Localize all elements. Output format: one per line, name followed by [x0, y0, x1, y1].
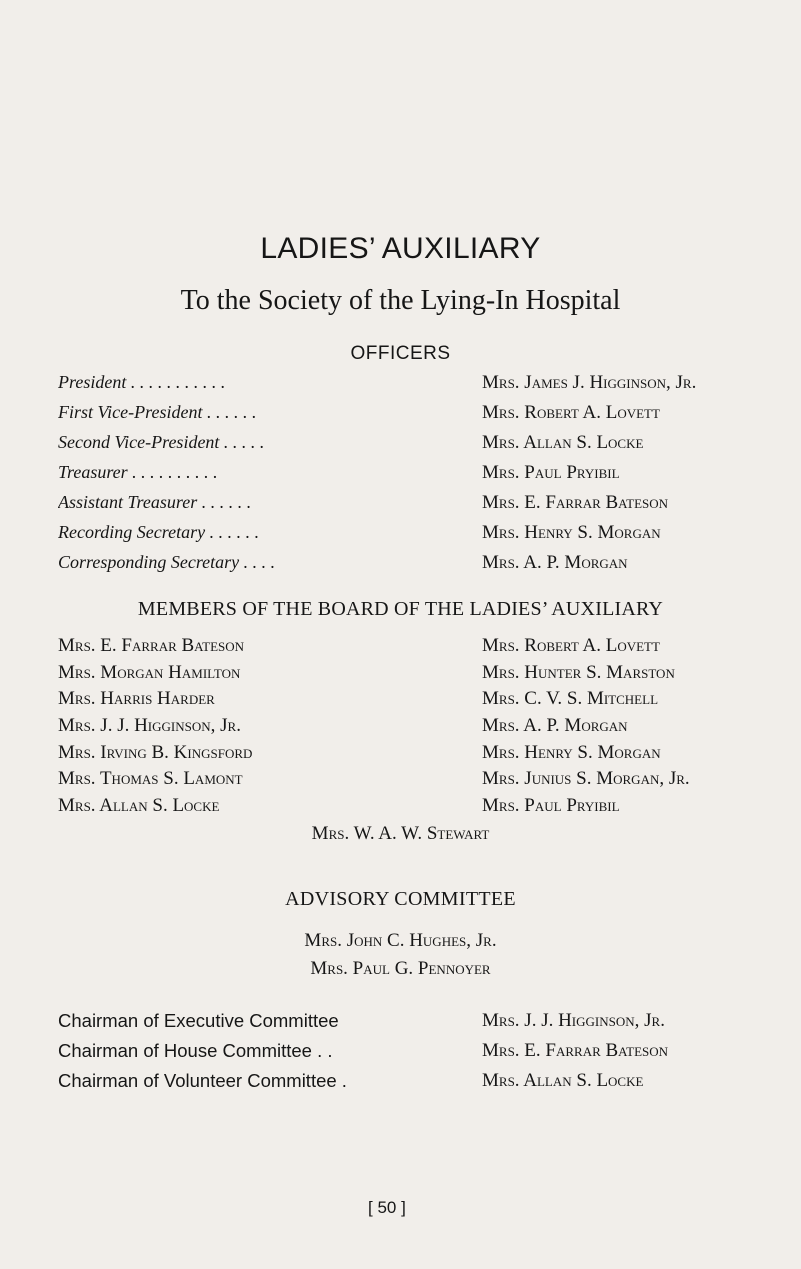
board-member: Mrs. Robert A. Lovett	[482, 635, 660, 656]
page-title: LADIES’ AUXILIARY	[260, 232, 541, 265]
officer-row	[0, 402, 801, 432]
officer-role: President . . . . . . . . . . .	[58, 372, 226, 392]
page-subtitle: To the Society of the Lying-In Hospital	[180, 285, 621, 316]
board-member: Mrs. A. P. Morgan	[482, 715, 628, 737]
chair-role: Chairman of Volunteer Committee .	[58, 1070, 347, 1091]
officer-role: Recording Secretary . . . . . .	[58, 522, 260, 542]
board-member: Mrs. Irving B. Kingsford	[58, 741, 253, 763]
chair-role: Chairman of Executive Committee	[58, 1010, 339, 1031]
officer-name: Mrs. Allan S. Locke	[482, 432, 644, 453]
chair-name: Mrs. E. Farrar Bateson	[482, 1040, 669, 1061]
board-member-last: Mrs. W. A. W. Stewart	[311, 823, 490, 844]
page-number: [ 50 ]	[368, 1198, 406, 1217]
board-member: Mrs. Thomas S. Lamont	[58, 768, 243, 790]
chair-name: Mrs. Allan S. Locke	[482, 1070, 644, 1091]
board-member: Mrs. Allan S. Locke	[58, 795, 220, 817]
officer-row	[0, 462, 801, 492]
board-member: Mrs. E. Farrar Bateson	[58, 635, 245, 656]
officer-role: Second Vice-President . . . . .	[58, 432, 265, 452]
officer-name: Mrs. Robert A. Lovett	[482, 402, 660, 423]
board-members-right	[482, 635, 690, 822]
officer-name: Mrs. E. Farrar Bateson	[482, 492, 669, 513]
board-members-left	[58, 635, 252, 822]
advisory-heading: ADVISORY COMMITTEE	[285, 888, 516, 910]
board-member: Mrs. Harris Harder	[58, 688, 215, 710]
officer-row	[0, 492, 801, 522]
officers-heading: OFFICERS	[350, 343, 451, 364]
officer-row	[0, 552, 801, 582]
officer-role: Treasurer . . . . . . . . . .	[58, 462, 218, 482]
advisory-member: Mrs. John C. Hughes, Jr.	[304, 930, 497, 951]
officer-role: Assistant Treasurer . . . . . .	[58, 492, 252, 512]
advisory-members	[0, 930, 801, 986]
officer-row	[0, 522, 801, 552]
chair-row	[0, 1040, 801, 1070]
board-member: Mrs. J. J. Higginson, Jr.	[58, 715, 241, 737]
officer-role: Corresponding Secretary . . . .	[58, 552, 276, 572]
board-member: Mrs. Paul Pryibil	[482, 795, 620, 817]
chair-name: Mrs. J. J. Higginson, Jr.	[482, 1010, 665, 1031]
chair-role: Chairman of House Committee . .	[58, 1040, 333, 1061]
chair-row	[0, 1070, 801, 1100]
officer-role: First Vice-President . . . . . .	[58, 402, 257, 422]
board-member: Mrs. Hunter S. Marston	[482, 661, 675, 683]
officer-name: Mrs. A. P. Morgan	[482, 552, 628, 573]
officer-row	[0, 372, 801, 402]
board-member: Mrs. Junius S. Morgan, Jr.	[482, 768, 690, 790]
chair-row	[0, 1010, 801, 1040]
board-member: Mrs. Morgan Hamilton	[58, 661, 241, 683]
officer-name: Mrs. Henry S. Morgan	[482, 522, 661, 543]
advisory-member: Mrs. Paul G. Pennoyer	[310, 958, 491, 979]
officer-name: Mrs. Paul Pryibil	[482, 462, 620, 483]
board-member: Mrs. C. V. S. Mitchell	[482, 688, 659, 710]
officer-name: Mrs. James J. Higginson, Jr.	[482, 372, 697, 393]
board-member: Mrs. Henry S. Morgan	[482, 741, 661, 763]
officer-row	[0, 432, 801, 462]
board-heading: MEMBERS OF THE BOARD OF THE LADIES’ AUXILIARY	[137, 598, 664, 620]
